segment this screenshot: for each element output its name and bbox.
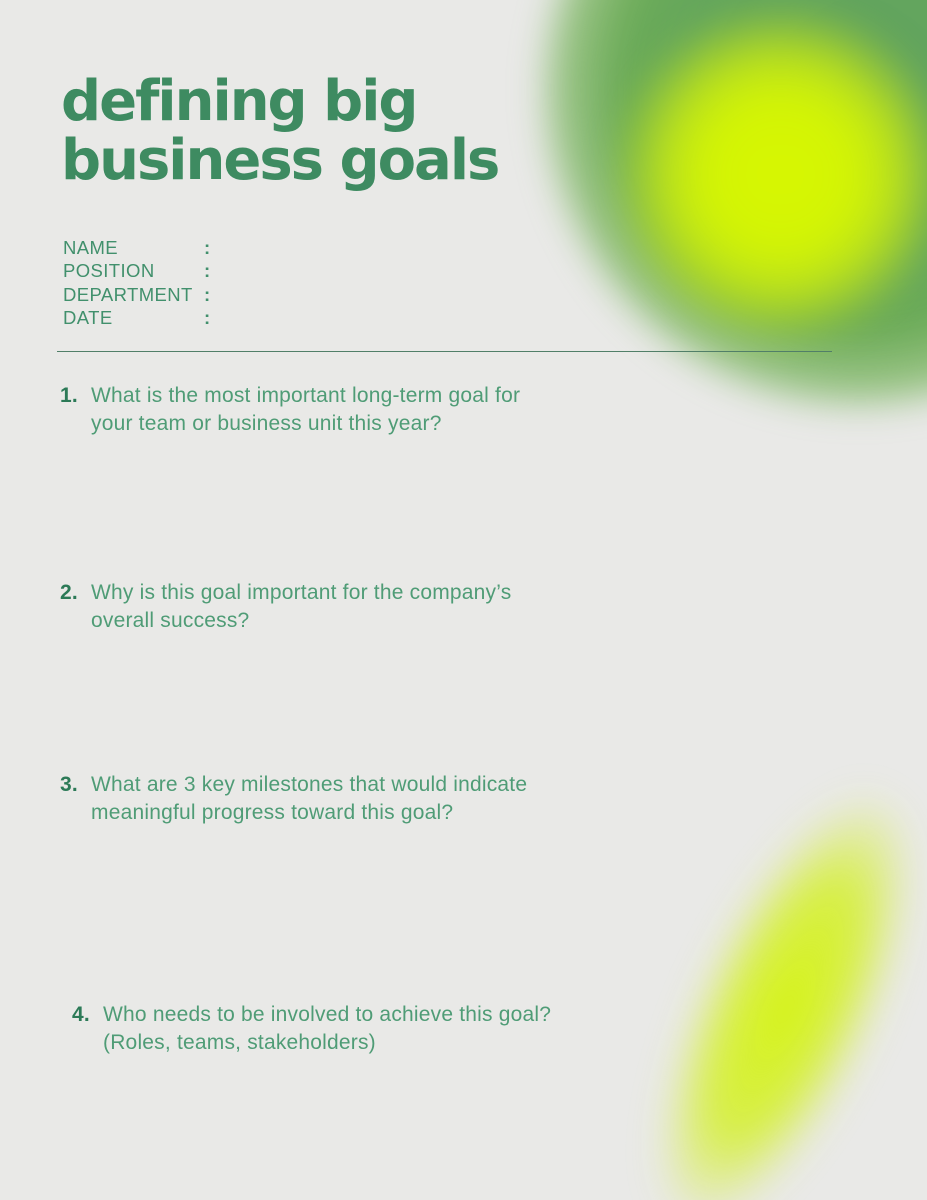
question-3-line-1: What are 3 key milestones that would indicate xyxy=(91,773,528,796)
meta-fields xyxy=(63,236,438,330)
meta-value-department xyxy=(218,283,438,306)
meta-field-name xyxy=(63,236,438,259)
question-2-line-1: Why is this goal important for the company’s xyxy=(91,581,512,604)
question-3 xyxy=(60,771,527,826)
gradient-blob-bottom-right-yellow-rim xyxy=(606,757,927,1200)
question-4-line-1: Who needs to be involved to achieve this goal? xyxy=(103,1003,552,1026)
page-title-line-2: business goals xyxy=(61,128,499,193)
meta-label-date: DATE xyxy=(63,307,113,329)
meta-separator: : xyxy=(204,307,211,329)
question-3-number: 3. xyxy=(60,773,78,796)
question-2-number: 2. xyxy=(60,581,78,604)
question-2-line-2: overall success? xyxy=(91,608,250,632)
meta-separator: : xyxy=(204,237,211,258)
meta-value-name xyxy=(218,236,438,259)
page-title-line-1: defining big xyxy=(61,69,417,134)
meta-separator: : xyxy=(204,260,211,282)
question-2 xyxy=(60,579,511,634)
question-4-line-2: (Roles, teams, stakeholders) xyxy=(103,1030,376,1054)
question-1-number: 1. xyxy=(60,384,78,407)
question-3-line-2: meaningful progress toward this goal? xyxy=(91,800,454,824)
question-1-text xyxy=(91,382,520,437)
question-1 xyxy=(60,382,520,437)
horizontal-divider xyxy=(57,351,832,352)
meta-field-date xyxy=(63,306,438,329)
meta-separator: : xyxy=(204,283,211,305)
meta-field-position xyxy=(63,259,438,282)
meta-label-department: DEPARTMENT xyxy=(63,283,193,305)
meta-value-position xyxy=(218,259,438,282)
question-3-text xyxy=(91,771,527,826)
question-4-text xyxy=(103,1001,551,1056)
page-title xyxy=(61,69,499,193)
meta-value-date xyxy=(218,306,438,329)
gradient-blob-bottom-right-green xyxy=(570,850,927,1200)
question-4 xyxy=(72,1001,551,1056)
meta-label-name: NAME xyxy=(63,237,119,258)
question-1-line-2: your team or business unit this year? xyxy=(91,411,442,435)
question-1-line-1: What is the most important long-term goal for xyxy=(91,384,521,407)
gradient-blob-top-right-yellow-core xyxy=(608,2,927,347)
question-2-text xyxy=(91,579,511,634)
meta-field-department xyxy=(63,283,438,306)
meta-label-position: POSITION xyxy=(63,260,155,282)
question-4-number: 4. xyxy=(72,1003,90,1026)
gradient-blob-top-right-green xyxy=(530,0,927,420)
